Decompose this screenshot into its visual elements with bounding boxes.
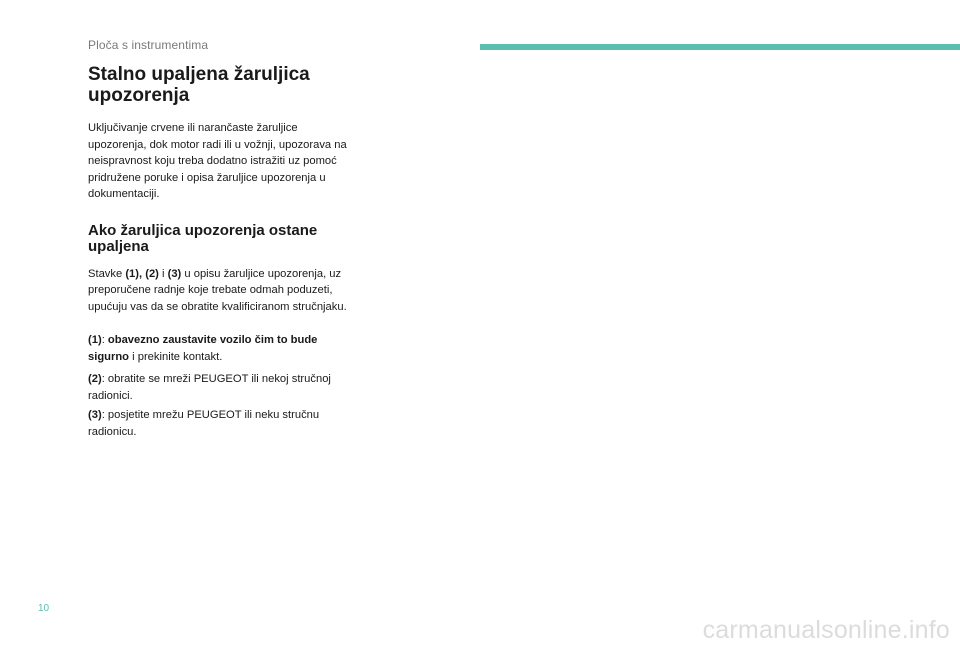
- sep-2: i: [158, 267, 168, 280]
- section-header: Ploča s instrumentima: [88, 38, 209, 52]
- list-item-1: [88, 332, 353, 365]
- item-1-bold: obavezno zaustavite vozilo čim to bude sigurno: [88, 334, 318, 363]
- watermark: carmanualsonline.info: [702, 616, 950, 644]
- list-item-3: [88, 407, 353, 440]
- item-2-ref: (2): [88, 373, 102, 385]
- item-1-text: i prekinite kontakt.: [129, 350, 223, 363]
- subsection-title: Ako žaruljica upozorenja ostane upaljena: [88, 221, 318, 255]
- body-post: u opisu žaruljice upozorenja, uz preporučene radnje koje trebate odmah poduzeti, upućuju vas da se obratite kvalificiranom stručnjaku.: [88, 267, 347, 313]
- item-3-ref: (3): [88, 409, 102, 421]
- body-pre: Stavke: [88, 267, 126, 280]
- item-1-sep: :: [101, 334, 108, 346]
- intro-paragraph: Uključivanje crvene ili narančaste žaruljice upozorenja, dok motor radi ili u vožnji, upozorava na neispravnost koju treba dodatno istražiti uz pomoć pridružene poruke i opisa žaruljice upozorenja u dokumentaciji.: [88, 122, 347, 200]
- page-title: Stalno upaljena žaruljica upozorenja: [88, 64, 310, 106]
- header-accent-bar: [480, 44, 960, 50]
- item-2-text: : obratite se mreži PEUGEOT ili nekoj stručnoj radionici.: [88, 373, 331, 402]
- ref-2: (2): [145, 267, 159, 280]
- main-content: [88, 64, 353, 440]
- item-3-text: : posjetite mrežu PEUGEOT ili neku stručnu radionicu.: [88, 409, 320, 438]
- sep-1: ,: [139, 267, 146, 280]
- ref-3: (3): [167, 267, 182, 280]
- list-item-2: [88, 371, 353, 404]
- ref-1: (1): [125, 267, 139, 280]
- item-1-ref: (1): [88, 334, 102, 346]
- body-paragraph: [88, 266, 353, 316]
- page-number: 10: [38, 603, 50, 614]
